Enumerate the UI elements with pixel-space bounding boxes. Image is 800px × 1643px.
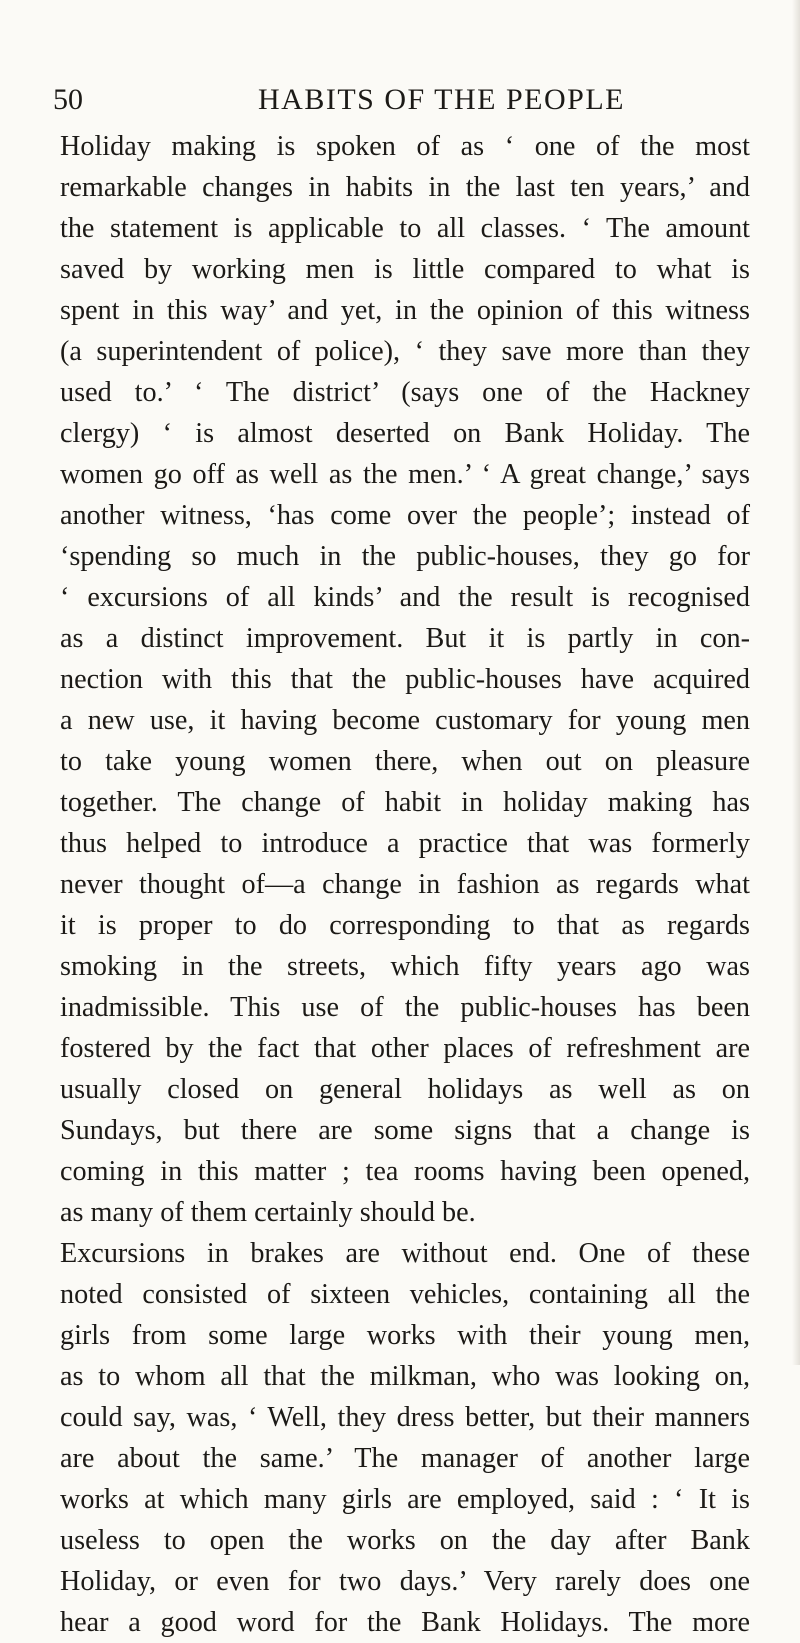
text-line: a new use, it having become customary for young men <box>60 705 750 736</box>
page-header <box>53 80 753 120</box>
text-line: inadmissible. This use of the public-houses has been <box>60 992 750 1023</box>
text-line: hear a good word for the Bank Holidays. The more <box>60 1607 750 1638</box>
text-line: Sundays, but there are some signs that a change is <box>60 1115 750 1146</box>
body-text <box>60 126 750 1643</box>
text-line: smoking in the streets, which fifty years ago was <box>60 951 750 982</box>
text-line: girls from some large works with their young men, <box>60 1320 750 1351</box>
text-line: nection with this that the public-houses have acquired <box>60 664 750 695</box>
text-line: together. The change of habit in holiday making has <box>60 787 750 818</box>
text-line: remarkable changes in habits in the last ten years,’ and <box>60 172 750 203</box>
text-line: never thought of—a change in fashion as regards what <box>60 869 750 900</box>
text-line: clergy) ‘ is almost deserted on Bank Holiday. The <box>60 418 750 449</box>
text-line: useless to open the works on the day after Bank <box>60 1525 750 1556</box>
running-title: HABITS OF THE PEOPLE <box>258 83 625 116</box>
page-number: 50 <box>53 83 83 116</box>
text-line: used to.’ ‘ The district’ (says one of the Hackney <box>60 377 750 408</box>
text-line: coming in this matter ; tea rooms having been opened, <box>60 1156 750 1187</box>
text-line: (a superintendent of police), ‘ they save more than they <box>60 336 750 367</box>
text-line: spent in this way’ and yet, in the opinion of this witness <box>60 295 750 326</box>
text-line: works at which many girls are employed, said : ‘ It is <box>60 1484 750 1515</box>
text-line: could say, was, ‘ Well, they dress better, but their manners <box>60 1402 750 1433</box>
text-line: to take young women there, when out on pleasure <box>60 746 750 777</box>
text-line: women go off as well as the men.’ ‘ A great change,’ says <box>60 459 750 490</box>
text-line: as many of them certainly should be. <box>60 1197 476 1228</box>
text-line: noted consisted of sixteen vehicles, containing all the <box>60 1279 750 1310</box>
text-line: Excursions in brakes are without end. One of these <box>60 1238 750 1269</box>
text-line: are about the same.’ The manager of another large <box>60 1443 750 1474</box>
page-edge-shadow <box>792 0 800 1365</box>
text-line: ‘spending so much in the public-houses, they go for <box>60 541 750 572</box>
text-line: the statement is applicable to all classes. ‘ The amount <box>60 213 750 244</box>
text-line: Holiday making is spoken of as ‘ one of the most <box>60 131 750 162</box>
text-line: saved by working men is little compared to what is <box>60 254 750 285</box>
text-line: as to whom all that the milkman, who was looking on, <box>60 1361 750 1392</box>
text-line: ‘ excursions of all kinds’ and the result is recognised <box>60 582 750 613</box>
text-line: as a distinct improvement. But it is partly in con- <box>60 623 750 654</box>
text-line: usually closed on general holidays as well as on <box>60 1074 750 1105</box>
text-line: thus helped to introduce a practice that was formerly <box>60 828 750 859</box>
text-line: Holiday, or even for two days.’ Very rarely does one <box>60 1566 750 1597</box>
text-line: another witness, ‘has come over the people’; instead of <box>60 500 750 531</box>
text-line: it is proper to do corresponding to that as regards <box>60 910 750 941</box>
text-line: fostered by the fact that other places of refreshment are <box>60 1033 750 1064</box>
